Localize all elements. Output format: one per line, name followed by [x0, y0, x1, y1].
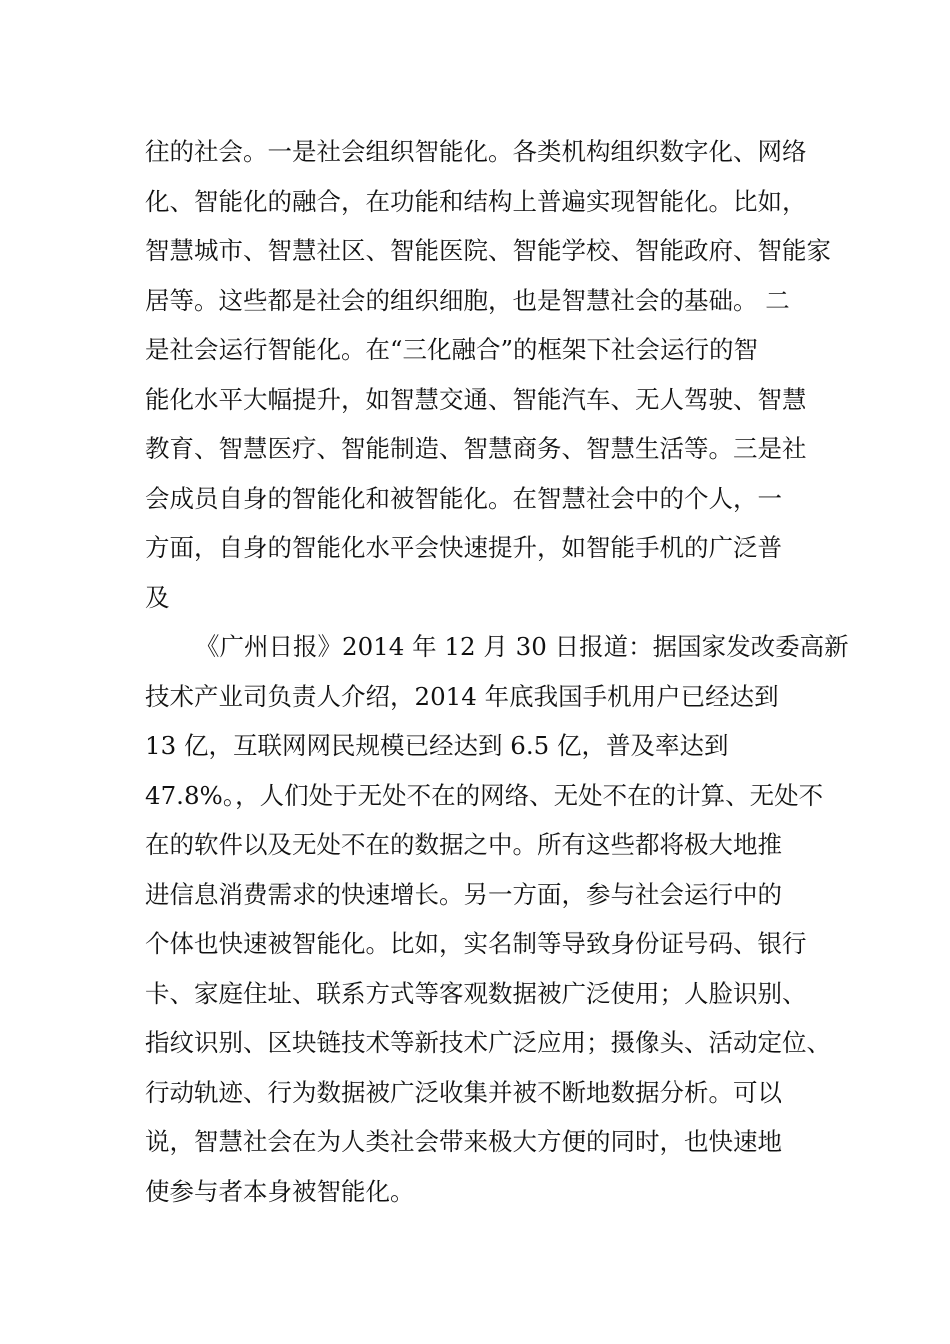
- text-line: 技术产业司负责人介绍，2014 年底我国手机用户已经达到: [145, 681, 779, 711]
- paragraph-news-report: [145, 622, 849, 1216]
- text-line: 是社会运行智能化。在“三化融合”的框架下社会运行的智: [145, 335, 759, 364]
- text-line: 卡、家庭住址、联系方式等客观数据被广泛使用；人脸识别、: [145, 978, 807, 1008]
- text-line: 在的软件以及无处不在的数据之中。所有这些都将极大地推: [145, 830, 782, 859]
- text-line: 行动轨迹、行为数据被广泛收集并被不断地数据分析。可以: [145, 1077, 782, 1107]
- text-line: 居等。这些都是社会的组织细胞，也是智慧社会的基础。 二: [145, 285, 790, 315]
- text-line: 方面，自身的智能化水平会快速提升，如智能手机的广泛普: [145, 533, 782, 562]
- text-line: 智慧城市、智慧社区、智能医院、智能学校、智能政府、智能家: [145, 236, 831, 265]
- text-line: 个体也快速被智能化。比如，实名制等导致身份证号码、银行: [145, 929, 807, 958]
- text-line: 往的社会。一是社会组织智能化。各类机构组织数字化、网络: [145, 137, 807, 166]
- text-line: 说，智慧社会在为人类社会带来极大方便的同时，也快速地: [145, 1127, 782, 1156]
- text-line: 化、智能化的融合，在功能和结构上普遍实现智能化。比如，: [145, 186, 807, 216]
- text-line: 能化水平大幅提升，如智慧交通、智能汽车、无人驾驶、智慧: [145, 384, 807, 414]
- paragraph-continued: [145, 127, 831, 622]
- text-line: 进信息消费需求的快速增长。另一方面，参与社会运行中的: [145, 879, 782, 909]
- text-line: 使参与者本身被智能化。: [145, 1176, 415, 1206]
- text-line: 会成员自身的智能化和被智能化。在智慧社会中的个人，一: [145, 483, 782, 513]
- text-line: 指纹识别、区块链技术等新技术广泛应用；摄像头、活动定位、: [145, 1028, 831, 1057]
- text-line: 13 亿，互联网网民规模已经达到 6.5 亿，普及率达到: [145, 731, 729, 760]
- text-line: 及: [145, 582, 170, 612]
- text-line-first-indented: 《广州日报》2014 年 12 月 30 日报道：据国家发改委高新: [195, 632, 849, 661]
- text-line: 教育、智慧医疗、智能制造、智慧商务、智慧生活等。三是社: [145, 434, 807, 463]
- text-line: 47.8%。，人们处于无处不在的网络、无处不在的计算、无处不: [145, 780, 824, 810]
